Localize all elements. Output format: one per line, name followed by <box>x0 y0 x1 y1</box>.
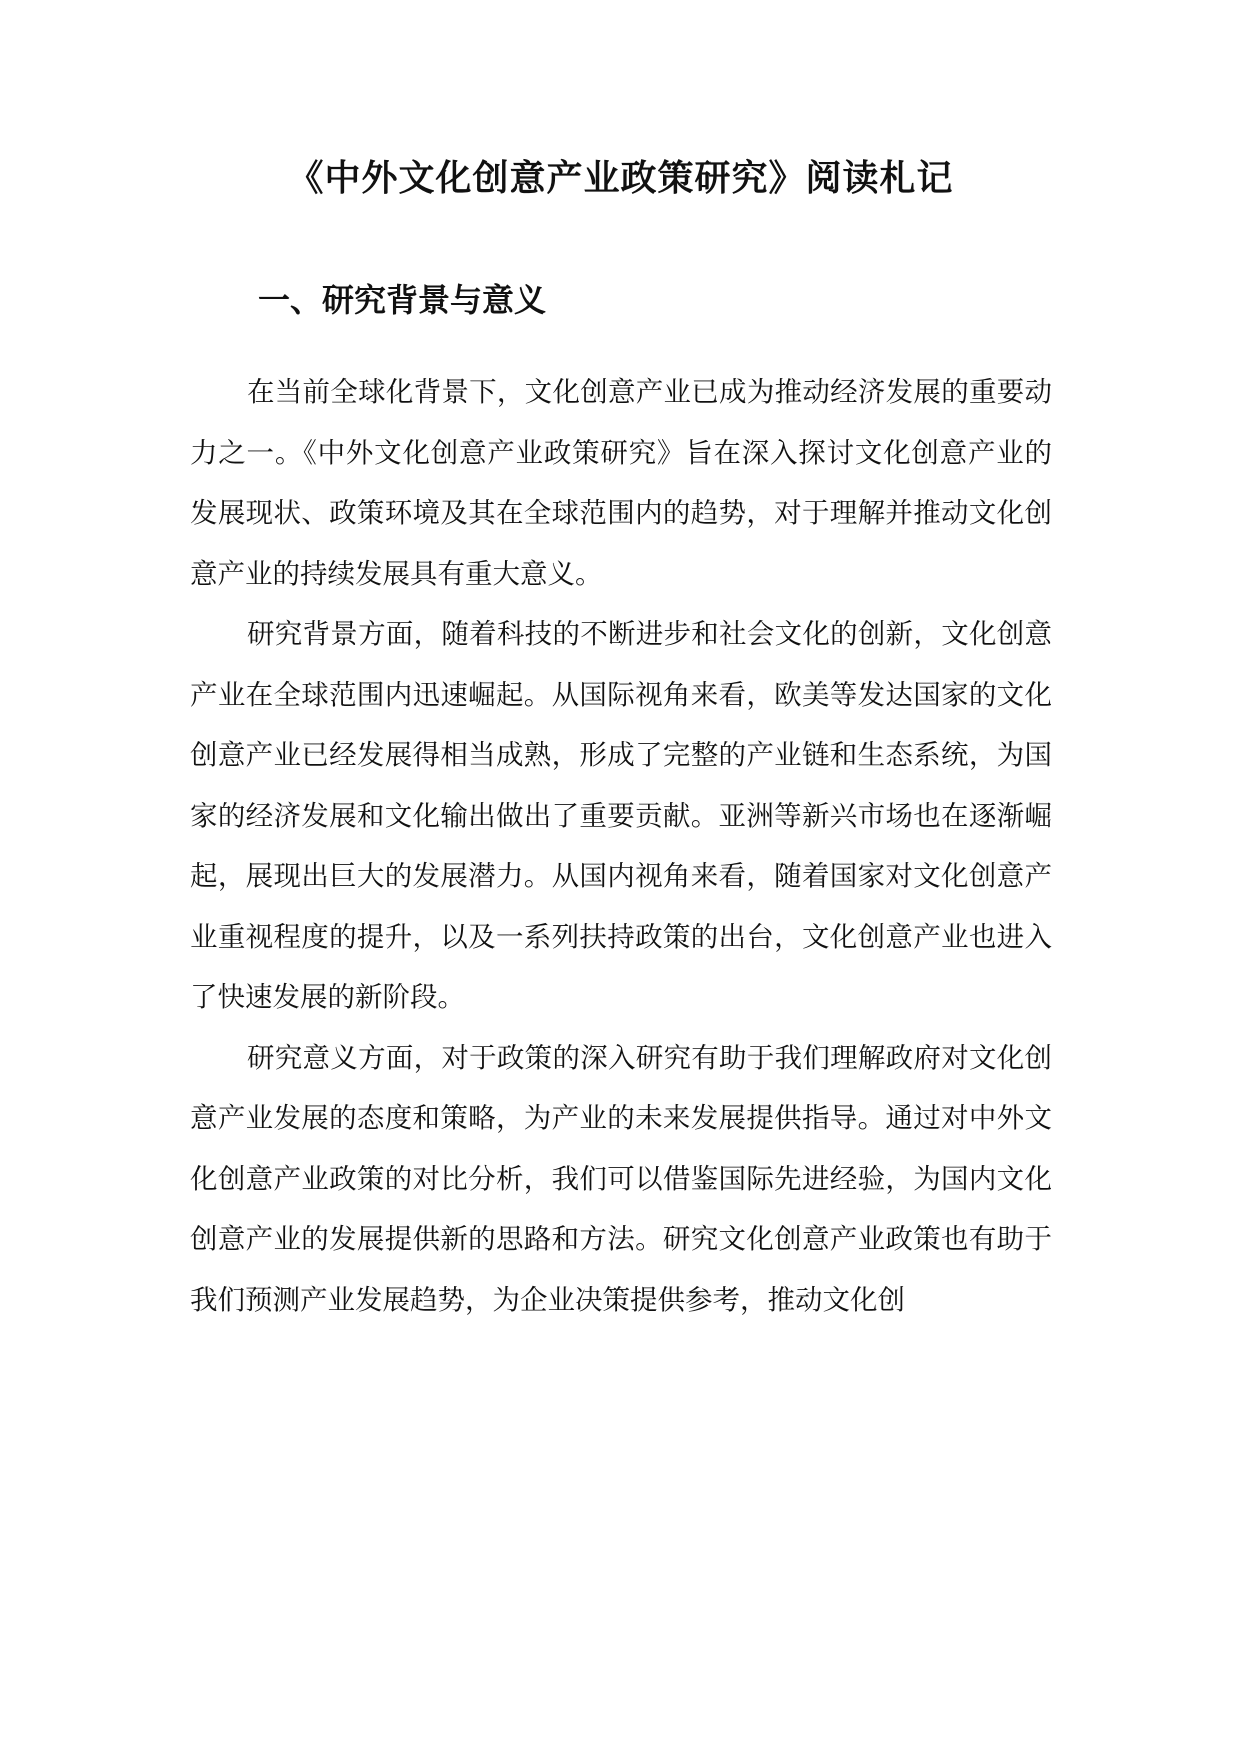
document-title: 《中外文化创意产业政策研究》阅读札记 <box>287 157 954 199</box>
paragraph: 研究意义方面，对于政策的深入研究有助于我们理解政府对文化创意产业发展的态度和策略，为产业的未来发展提供指导。通过对中外文化创意产业政策的对比分析，我们可以借鉴国际先进经验，为国内文化创意产业的发展提供新的思路和方法。研究文化创意产业政策也有助于我们预测产业发展趋势，为企业决策提供参考，推动文化创 <box>190 1041 1052 1316</box>
section-heading: 一、研究背景与意义 <box>258 281 547 319</box>
section-body <box>190 362 1052 1330</box>
paragraph: 研究背景方面，随着科技的不断进步和社会文化的创新，文化创意产业在全球范围内迅速崛起。从国际视角来看，欧美等发达国家的文化创意产业已经发展得相当成熟，形成了完整的产业链和生态系统，为国家的经济发展和文化输出做出了重要贡献。亚洲等新兴市场也在逐渐崛起，展现出巨大的发展潜力。从国内视角来看，随着国家对文化创意产业重视程度的提升，以及一系列扶持政策的出台，文化创意产业也进入了快速发展的新阶段。 <box>190 618 1052 1013</box>
paragraph: 在当前全球化背景下，文化创意产业已成为推动经济发展的重要动力之一。《中外文化创意产业政策研究》旨在深入探讨文化创意产业的发展现状、政策环境及其在全球范围内的趋势，对于理解并推动文化创意产业的持续发展具有重大意义。 <box>190 376 1052 590</box>
